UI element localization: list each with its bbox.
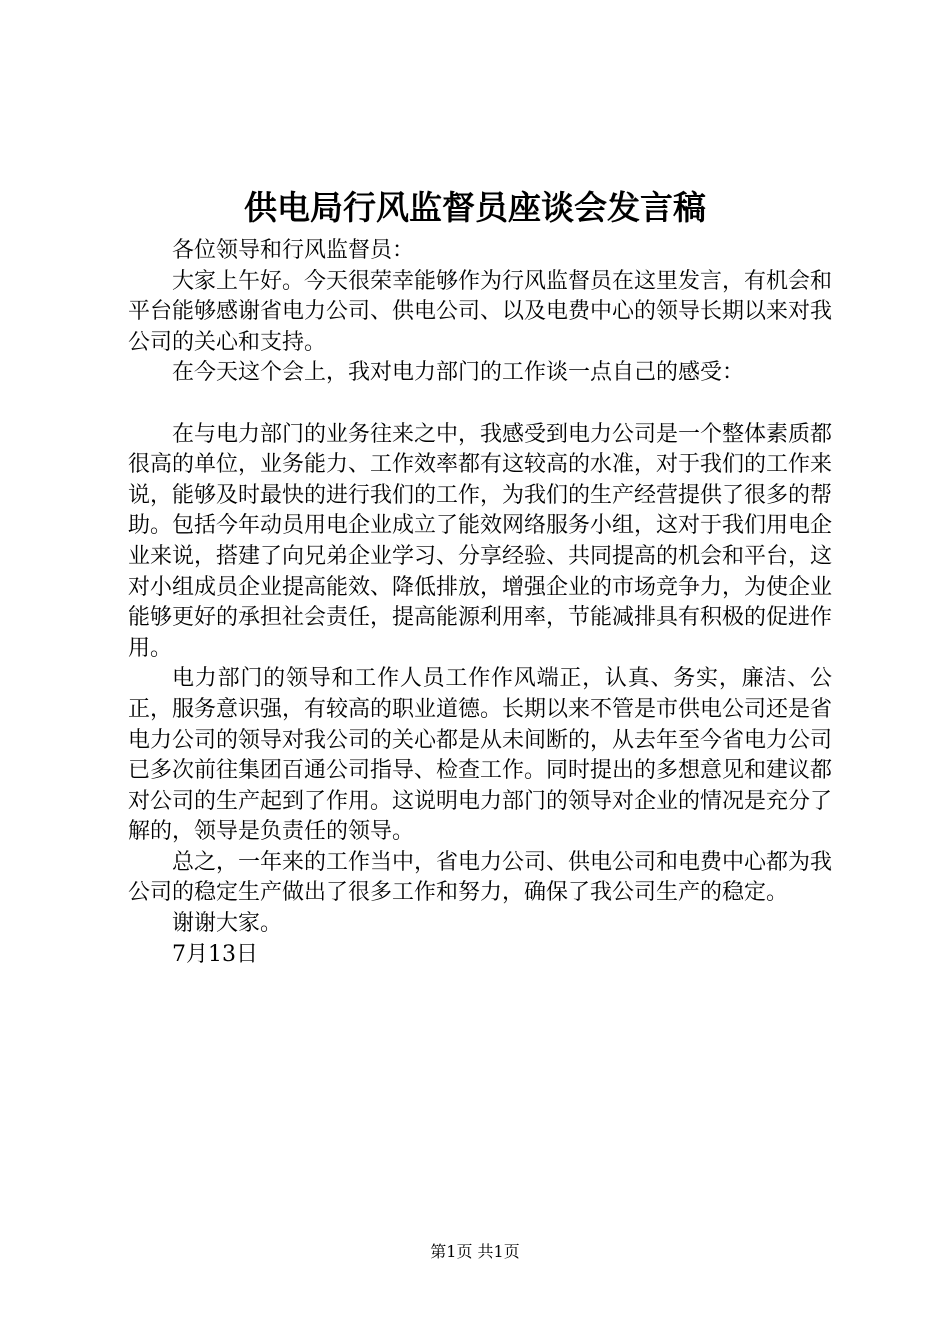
salutation: 各位领导和行风监督员： — [172, 238, 415, 263]
paragraph: 电力部门的领导和工作人员工作作风端正，认真、务实，廉洁、公正，服务意识强，有较高的职业道德。长期以来不管是市供电公司还是省电力公司的领导对我公司的关心都是从未间断的，从去年至今省电力公司已多次前往集团百通公司指导、检查工作。同时提出的多想意见和建议都对公司的生产起到了作用。这说明电力部门的领导对企业的情况是充分了解的，领导是负责任的领导。 — [128, 666, 833, 845]
document-title: 供电局行风监督员座谈会发言稿 — [244, 188, 706, 227]
page-footer: 第1页 共1页 — [430, 1242, 520, 1261]
document-body — [128, 236, 832, 970]
paragraph: 大家上午好。今天很荣幸能够作为行风监督员在这里发言，有机会和平台能够感谢省电力公司、供电公司、以及电费中心的领导长期以来对我公司的关心和支持。 — [128, 268, 833, 355]
closing: 谢谢大家。 — [172, 911, 283, 937]
date: 7月13日 — [172, 941, 258, 967]
paragraph: 在与电力部门的业务往来之中，我感受到电力公司是一个整体素质都很高的单位，业务能力、工作效率都有这较高的水准，对于我们的工作来说，能够及时最快的进行我们的工作，为我们的生产经营提供了很多的帮助。包括今年动员用电企业成立了能效网络服务小组，这对于我们用电企业来说，搭建了向兄弟企业学习、分享经验、共同提高的机会和平台，这对小组成员企业提高能效、降低排放，增强企业的市场竞争力，为使企业能够更好的承担社会责任，提高能源利用率，节能减排具有积极的促进作用。 — [128, 421, 833, 661]
paragraph: 总之，一年来的工作当中，省电力公司、供电公司和电费中心都为我公司的稳定生产做出了很多工作和努力，确保了我公司生产的稳定。 — [128, 849, 833, 906]
paragraph: 在今天这个会上，我对电力部门的工作谈一点自己的感受： — [172, 360, 745, 386]
